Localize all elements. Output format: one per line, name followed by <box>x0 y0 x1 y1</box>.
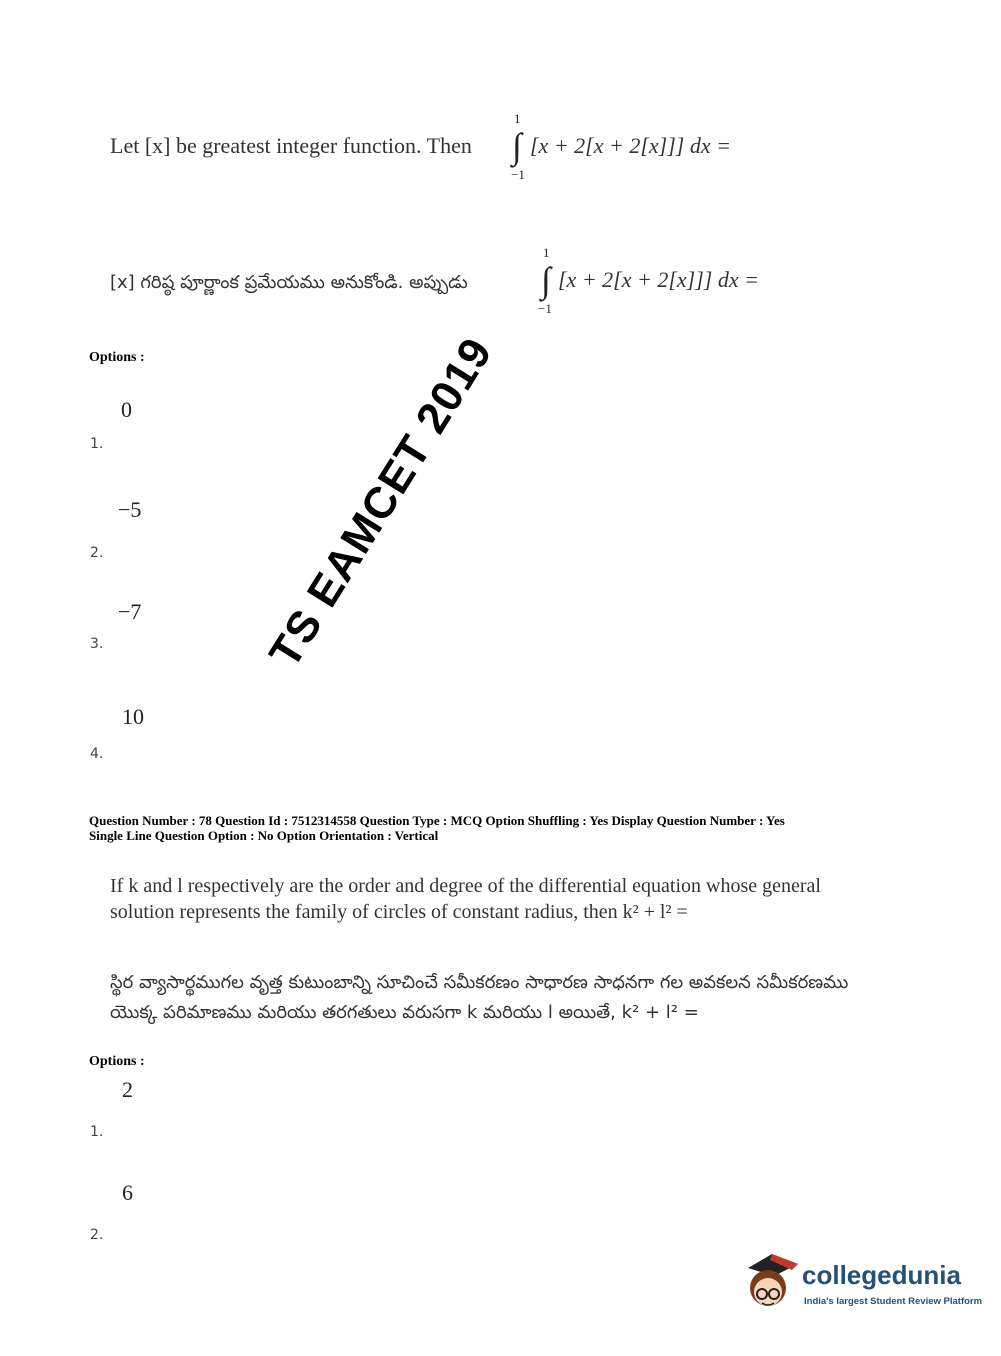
options-label: Options : <box>89 350 145 365</box>
option-number: 3. <box>90 636 104 652</box>
watermark: TS EAMCET 2019 <box>260 329 503 676</box>
question-78-telugu-line-1: స్థిర వ్యాసార్థముగల వృత్త కుటుంబాన్ని సూచించే సమీకరణం సాధారణ సాధనగా గల అవకలన సమీకరణము <box>110 972 849 993</box>
integral-lower-limit-telugu: −1 <box>538 301 552 316</box>
question-meta-line-2: Single Line Question Option : No Option Orientation : Vertical <box>89 828 439 843</box>
question-78-telugu <box>110 968 890 1028</box>
option-number: 1. <box>90 1124 104 1140</box>
option-value: −5 <box>118 497 142 522</box>
option-number: 1. <box>90 436 104 452</box>
integral-sign-telugu: ∫ <box>541 260 551 300</box>
question-77-telugu-prefix: [x] గరిష్ఠ పూర్ణాంక ప్రమేయము అనుకోండి. అప్పుడు <box>110 272 468 293</box>
integral-lower-limit: −1 <box>511 167 525 182</box>
question-meta-line-1: Question Number : 78 Question Id : 7512314558 Question Type : MCQ Option Shuffling : Yes Display Question Number : Yes <box>89 813 785 828</box>
integrand-telugu: [x + 2[x + 2[x]]] dx = <box>558 267 759 292</box>
student-mascot-icon <box>742 1248 800 1318</box>
option-number: 2. <box>90 1227 104 1243</box>
integral-upper-limit-telugu: 1 <box>543 245 550 260</box>
logo-tagline: India's largest Student Review Platform <box>804 1296 983 1307</box>
question-77-english <box>110 133 472 159</box>
option-value: 6 <box>122 1180 133 1205</box>
options-label: Options : <box>89 1054 145 1069</box>
logo-name: collegedunia <box>802 1260 961 1290</box>
option-value: −7 <box>118 599 142 624</box>
integrand: [x + 2[x + 2[x]]] dx = <box>530 133 731 158</box>
option-number: 2. <box>90 545 104 561</box>
collegedunia-logo <box>742 1248 983 1318</box>
question-77-telugu <box>110 268 468 297</box>
question-78-english <box>110 873 890 925</box>
question-78-english-line-1: If k and l respectively are the order and degree of the differential equation whose general <box>110 875 821 897</box>
question-78-telugu-line-2: యొక్క పరిమాణము మరియు తరగతులు వరుసగా k మరియు l అయితే, k² + l² = <box>110 1002 699 1023</box>
option-value: 2 <box>122 1077 133 1102</box>
option-value: 10 <box>122 704 144 729</box>
question-77-english-prefix: Let [x] be greatest integer function. Then <box>110 133 472 158</box>
question-78-english-line-2: solution represents the family of circles of constant radius, then k² + l² = <box>110 901 688 923</box>
option-number: 4. <box>90 746 104 762</box>
integral-sign: ∫ <box>512 126 522 166</box>
integral-upper-limit: 1 <box>514 111 521 126</box>
option-value: 0 <box>121 397 132 422</box>
